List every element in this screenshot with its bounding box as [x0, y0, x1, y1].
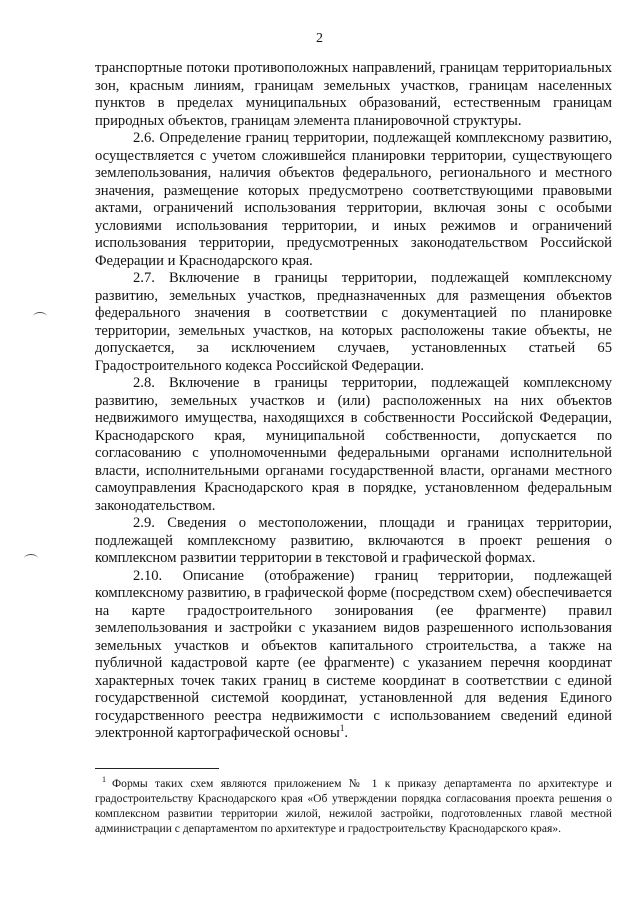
paragraph-2-10-text: 2.10. Описание (отображение) границ территории, подлежащей комплексному развитию, в графической форме (посредством схем) обеспечивается на карте градостроительного зонирования (ее фрагменте) правил землепользования и застройки с указанием видов разрешенного использования земельных участков и объектов капитального строительства, а также на публичной кадастровой карте (ее фрагменте) с указанием перечня координат характерных точек таких границ в системе координат в соответствии с единой государственной системой координат, установленной для ведения Единого государственного реестра недвижимости с использованием сведений единой электронной картографической основы [95, 567, 612, 741]
footnote-mark: 1 [102, 775, 106, 785]
paragraph-2-8: 2.8. Включение в границы территории, подлежащей комплексному развитию, земельных участков и (или) расположенных на них объектов недвижимого имущества, находящихся в собственности Российской Федерации, Краснодарского края, муниципальной собственности, допускается по согласованию с уполномоченными федеральными органами исполнительной власти, исполнительными органами государственной власти, органами местного самоуправления Краснодарского края в порядке, установленном федеральным законодательством. [95, 375, 612, 514]
footnote [95, 776, 612, 836]
scan-artifact-mark [33, 312, 47, 321]
footnote-text: Формы таких схем являются приложением № 1 к приказу департамента по архитектуре и градостроительству Краснодарского края «Об утверждении порядка согласования проекта решения о комплексном развитии территории жилой, нежилой застройки, подготовленных главой местной администрации с департаментом по архитектуре и градостроительству Краснодарского края». [95, 777, 612, 835]
scan-artifact-mark [24, 554, 38, 563]
paragraph-continuation: транспортные потоки противоположных направлений, границам территориальных зон, красным линиям, границам земельных участков, границам населенных пунктов в пределах муниципальных образований, естественным границам природных объектов, границам элемента планировочной структуры. [95, 60, 612, 129]
paragraph-2-7: 2.7. Включение в границы территории, подлежащей комплексному развитию, земельных участков, предназначенных для размещения объектов федерального значения в соответствии с документацией по планировке территории, земельных участков, на которых расположены такие объекты, не допускается, за исключением случаев, установленных статьей 65 Градостроительного кодекса Российской Федерации. [95, 270, 612, 374]
page-number: 2 [316, 31, 323, 46]
paragraph-2-9: 2.9. Сведения о местоположении, площади и границах территории, подлежащей комплексному развитию, включаются в проект решения о комплексном развитии территории в текстовой и графической формах. [95, 515, 612, 566]
paragraph-2-6: 2.6. Определение границ территории, подлежащей комплексному развитию, осуществляется с учетом сложившейся планировки территории, существующего землепользования, наличия объектов федерального, регионального и местного значения, размещение которых предусмотрено соответствующими правовыми актами, ограничений использования территории, включая зоны с особыми условиями использования территории, и иных режимов и ограничений использования территории, предусмотренных законодательством Российской Федерации и Краснодарского края. [95, 130, 612, 269]
footnote-reference: 1 [339, 723, 345, 734]
paragraph-2-10: 2.10. Описание (отображение) границ территории, подлежащей комплексному развитию, в графической форме (посредством схем) обеспечивается на карте градостроительного зонирования (ее фрагменте) правил землепользования и застройки с указанием видов разрешенного использования земельных участков и объектов капитального строительства, а также на публичной кадастровой карте (ее фрагменте) с указанием перечня координат характерных точек таких границ в системе координат в соответствии с единой государственной системой координат, установленной для ведения Единого государственного реестра недвижимости с использованием сведений единой электронной картографической основы$^1$. [95, 567, 612, 741]
body-text [95, 60, 612, 743]
footnote-divider [95, 768, 219, 769]
